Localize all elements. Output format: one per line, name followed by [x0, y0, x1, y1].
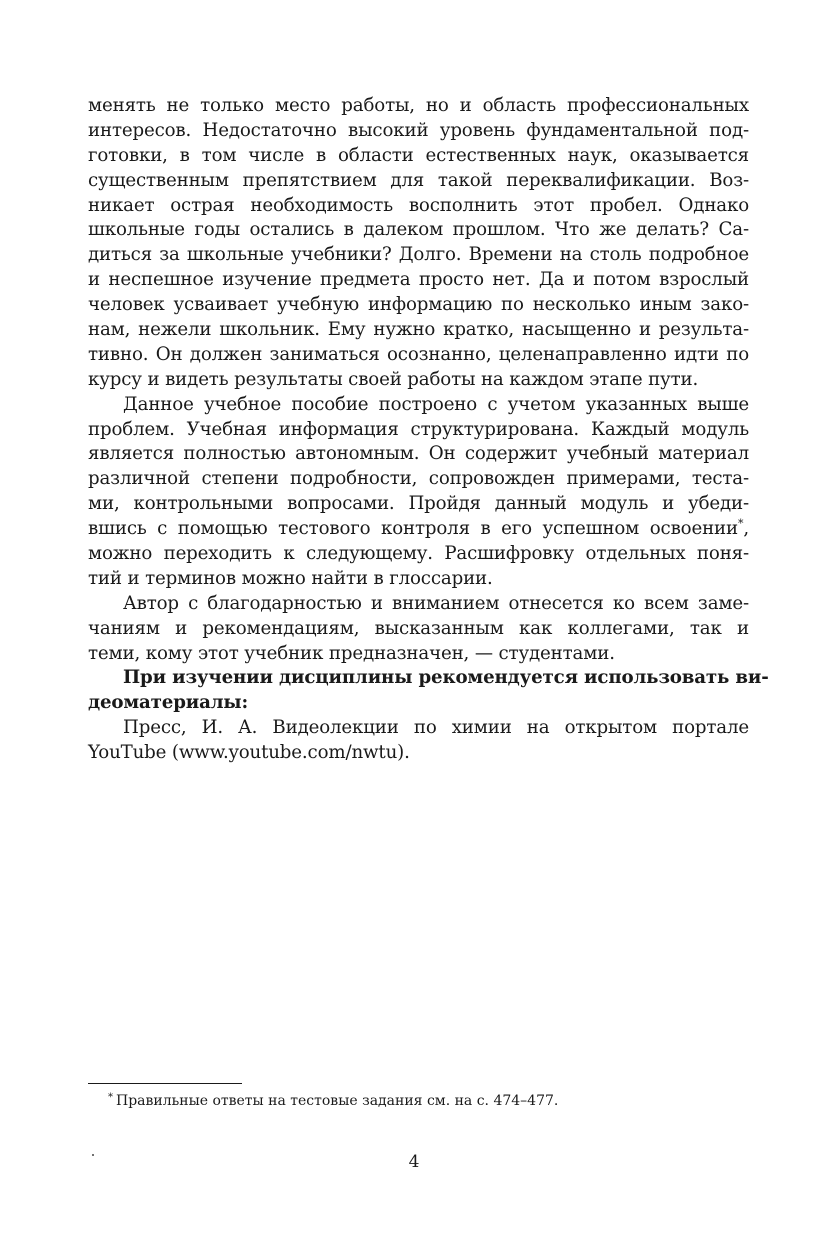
comma: ,	[743, 518, 749, 540]
text-line: Пресс, И. А. Видеолекции по химии на открытом портале	[123, 717, 749, 739]
text-line: нам, нежели школьник. Ему нужно кратко, насыщенно и результа-	[88, 319, 749, 341]
text-line: и неспешное изучение предмета просто нет. Да и потом взрослый	[88, 269, 749, 291]
document-page	[88, 94, 769, 766]
footnote-text: Правильные ответы на тестовые задания см. на с. 474–477.	[116, 1093, 559, 1109]
text-line: тий и терминов можно найти в глоссарии.	[88, 567, 493, 589]
text-line: При изучении дисциплины рекомендуется использовать ви-	[123, 667, 769, 689]
text-line: существенным препятствием для такой переквалификации. Воз-	[88, 169, 749, 191]
footnote-separator	[88, 1083, 242, 1084]
text-line: проблем. Учебная информация структурирована. Каждый модуль	[88, 418, 749, 440]
video-reference	[88, 716, 749, 766]
text-segment: вшись с помощью тестового контроля в его успешном освоении	[88, 518, 738, 540]
text-line: YouTube (www.youtube.com/nwtu).	[88, 742, 410, 764]
text-line: чаниям и рекомендациям, высказанным как коллегами, так и	[88, 617, 749, 639]
text-line: готовки, в том числе в области естественных наук, оказывается	[88, 144, 749, 166]
footnote-reference: *	[738, 517, 744, 531]
text-line: является полностью автономным. Он содержит учебный материал	[88, 443, 749, 465]
text-line: никает острая необходимость восполнить этот пробел. Однако	[88, 194, 749, 216]
footnote	[108, 1092, 558, 1110]
paragraph-continuation	[88, 94, 749, 393]
text-line: теми, кому этот учебник предназначен, — студентами.	[88, 642, 615, 664]
text-line: курсу и видеть результаты своей работы на каждом этапе пути.	[88, 368, 699, 390]
recommendation-heading	[88, 666, 769, 716]
footnote-mark: *	[108, 1092, 113, 1103]
text-line: деоматериалы:	[88, 692, 249, 714]
text-line: интересов. Недостаточно высокий уровень фундаментальной под-	[88, 119, 749, 141]
text-line: различной степени подробности, сопровожден примерами, теста-	[88, 468, 749, 490]
text-line: можно переходить к следующему. Расшифровку отдельных поня-	[88, 543, 749, 565]
text-line: менять не только место работы, но и область профессиональных	[88, 95, 749, 116]
text-line: Данное учебное пособие построено с учетом указанных выше	[123, 393, 749, 415]
text-line: Автор с благодарностью и вниманием отнесется ко всем заме-	[123, 592, 749, 614]
text-line: диться за школьные учебники? Долго. Времени на столь подробное	[88, 244, 749, 266]
paragraph-course-structure	[88, 393, 749, 592]
text-line: тивно. Он должен заниматься осознанно, целенаправленно идти по	[88, 343, 749, 365]
page-number: 4	[408, 1152, 420, 1172]
paragraph-acknowledgement	[88, 592, 749, 667]
text-line: школьные годы остались в далеком прошлом. Что же делать? Са-	[88, 219, 749, 241]
text-line: ми, контрольными вопросами. Пройдя данный модуль и убеди-	[88, 493, 749, 515]
text-line-with-footnote	[88, 517, 749, 542]
text-line: человек усваивает учебную информацию по несколько иным зако-	[88, 294, 749, 316]
